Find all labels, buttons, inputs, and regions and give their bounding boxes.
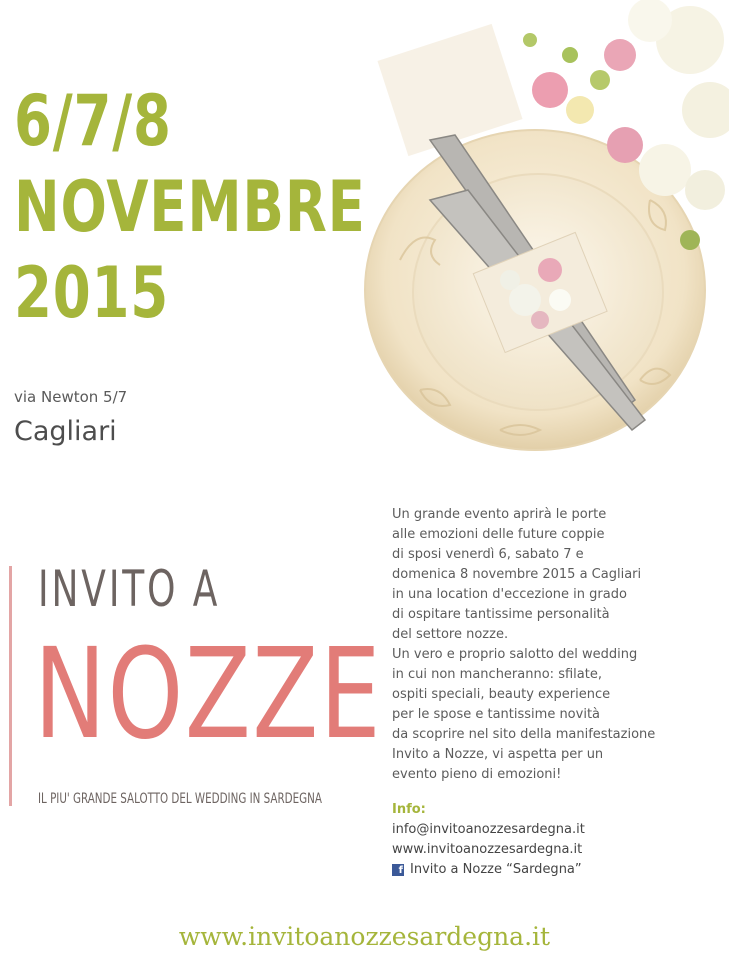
- facebook-icon: f: [392, 864, 404, 876]
- footer-website[interactable]: www.invitoanozzesardegna.it: [178, 922, 551, 951]
- logo-line-1: INVITO A: [38, 560, 221, 618]
- description-line: alle emozioni delle future coppie: [392, 527, 605, 542]
- event-description: [392, 505, 722, 785]
- info-email[interactable]: info@invitoanozzesardegna.it: [392, 822, 585, 837]
- description-line: in cui non mancheranno: sfilate,: [392, 667, 602, 682]
- logo-line-2: NOZZE: [34, 622, 383, 767]
- description-line: domenica 8 novembre 2015 a Cagliari: [392, 567, 642, 582]
- description-line: Un vero e proprio salotto del wedding: [392, 647, 638, 662]
- event-dates: [14, 78, 366, 336]
- logo-accent-bar: [9, 566, 12, 806]
- event-month: NOVEMBRE: [14, 166, 366, 248]
- event-address: [14, 388, 127, 447]
- info-section: [392, 800, 585, 880]
- description-line: per le spose e tantissime novità: [392, 707, 601, 722]
- table-setting-illustration: [360, 0, 729, 470]
- event-days: 6/7/8: [14, 80, 172, 162]
- description-line: da scoprire nel sito della manifestazione: [392, 727, 656, 742]
- description-line: Invito a Nozze, vi aspetta per un: [392, 747, 604, 762]
- city-name: Cagliari: [14, 416, 117, 447]
- street-address: via Newton 5/7: [14, 388, 128, 406]
- info-title: Info:: [392, 802, 426, 817]
- event-year: 2015: [14, 252, 170, 334]
- description-line: del settore nozze.: [392, 627, 509, 642]
- description-line: Un grande evento aprirà le porte: [392, 507, 607, 522]
- facebook-link[interactable]: [392, 860, 585, 880]
- logo-tagline: IL PIU' GRANDE SALOTTO DEL WEDDING IN SARDEGNA: [38, 791, 322, 807]
- description-line: di sposi venerdì 6, sabato 7 e: [392, 547, 584, 562]
- info-website[interactable]: www.invitoanozzesardegna.it: [392, 842, 583, 857]
- description-line: in una location d'eccezione in grado: [392, 587, 627, 602]
- description-line: ospiti speciali, beauty experience: [392, 687, 611, 702]
- description-line: di ospitare tantissime personalità: [392, 607, 610, 622]
- description-line: evento pieno di emozioni!: [392, 767, 562, 782]
- facebook-page-name: Invito a Nozze “Sardegna”: [410, 862, 582, 877]
